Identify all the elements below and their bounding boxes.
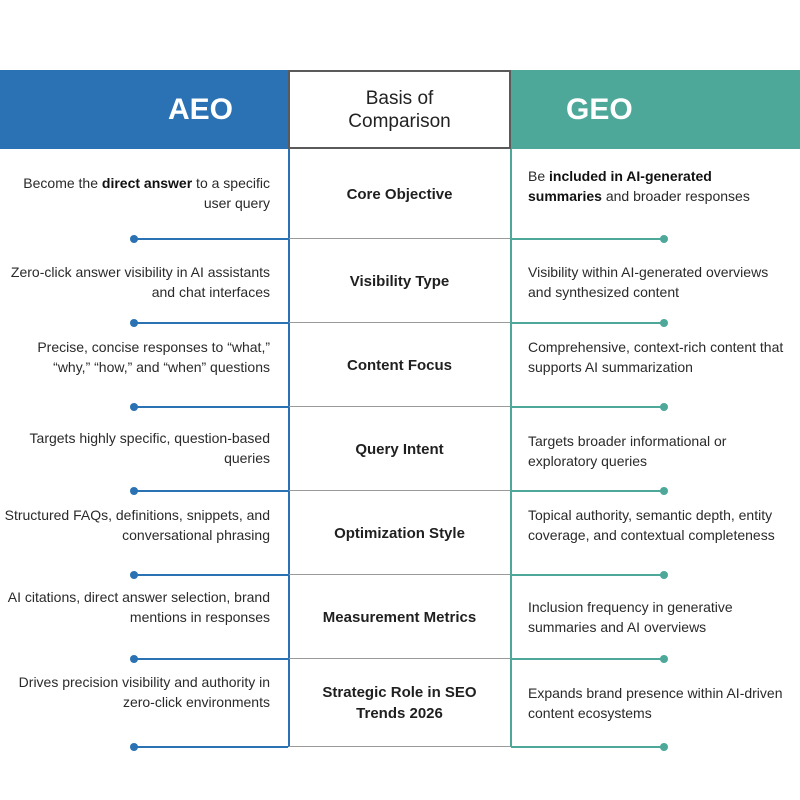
basis-cell [289,239,510,323]
basis-label: Measurement Metrics [322,608,477,626]
basis-title-line2: Comparison [348,110,451,132]
table-row [0,149,800,239]
table-header [0,70,800,149]
geo-title: GEO [566,92,633,126]
geo-cell [528,166,788,206]
geo-cell: Comprehensive, context-rich content that supports AI summarization [528,339,784,375]
basis-label: Core Objective [346,185,453,203]
geo-bold-text: included in AI-generated summaries [528,168,712,204]
aeo-bold-text: direct answer [101,175,193,191]
basis-title [348,87,450,133]
basis-label: Optimization Style [334,524,465,542]
geo-text: Be [528,168,550,184]
geo-cell: Topical authority, semantic depth, entity coverage, and contextual completeness [528,507,775,543]
table-row [0,407,800,491]
aeo-cell: AI citations, direct answer selection, brand mentions in responses [7,589,270,625]
basis-header [288,70,511,149]
geo-cell: Targets broader informational or exploratory queries [528,433,727,469]
basis-cell [289,323,510,407]
geo-header [511,70,800,149]
basis-cell [289,407,510,491]
basis-cell [289,659,510,747]
aeo-cell: Drives precision visibility and authority in zero-click environments [18,674,270,710]
table-row [0,323,800,407]
aeo-cell: Zero-click answer visibility in AI assistants and chat interfaces [10,264,270,300]
basis-cell [289,575,510,659]
aeo-text: Become the [23,175,102,191]
table-row [0,491,800,575]
aeo-text-end: to a specific user query [192,175,270,211]
table-row [0,239,800,323]
basis-cell [289,149,510,239]
basis-label: Query Intent [355,440,444,458]
aeo-cell: Targets highly specific, question-based queries [29,430,270,466]
comparison-table [0,70,800,747]
aeo-cell: Precise, concise responses to “what,” “why,” “how,” and “when” questions [37,339,270,375]
table-row [0,659,800,747]
basis-label: Content Focus [347,356,452,374]
geo-cell: Inclusion frequency in generative summaries and AI overviews [528,599,733,635]
basis-label: Strategic Role in SEO Trends 2026 [322,684,477,722]
aeo-title: AEO [167,92,233,126]
aeo-header [0,70,288,149]
basis-cell [289,491,510,575]
aeo-cell: Structured FAQs, definitions, snippets, and conversational phrasing [4,507,270,543]
basis-title-line1: Basis of [365,87,434,109]
geo-text-end: and broader responses [601,188,750,204]
table-row [0,575,800,659]
geo-cell: Expands brand presence within AI-driven content ecosystems [528,685,783,721]
table-body [0,149,800,747]
geo-cell: Visibility within AI-generated overviews and synthesized content [528,264,769,300]
basis-label: Visibility Type [349,272,450,290]
aeo-cell [0,173,270,213]
